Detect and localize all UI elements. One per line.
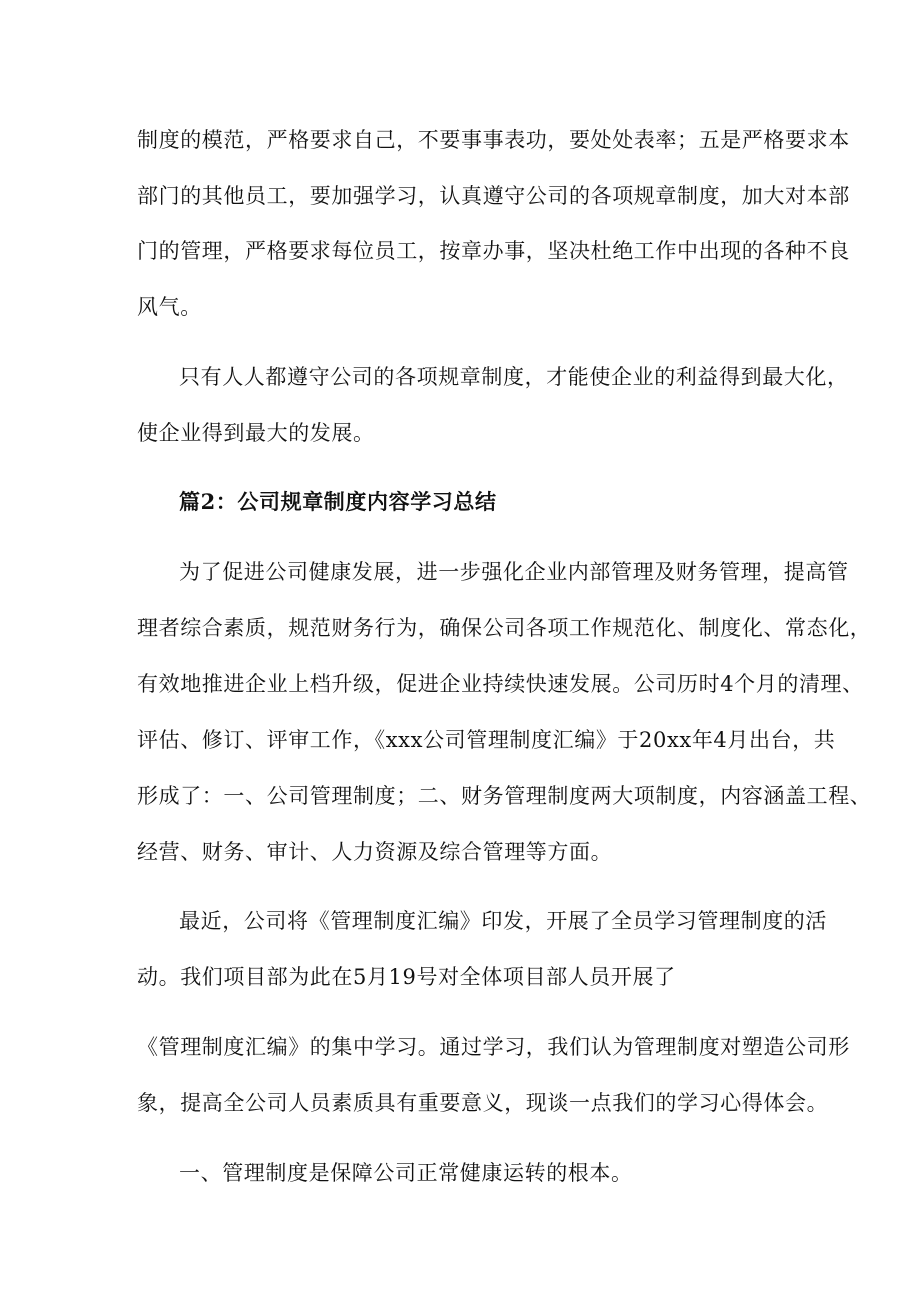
- text-line: 形成了：一、公司管理制度；二、财务管理制度两大项制度，内容涵盖工程、: [137, 784, 872, 808]
- text-line: 《管理制度汇编》的集中学习。通过学习，我们认为管理制度对塑造公司形: [137, 1035, 850, 1059]
- section-heading: 篇2：公司规章制度内容学习总结: [179, 489, 497, 514]
- text-line: 部门的其他员工，要加强学习，认真遵守公司的各项规章制度，加大对本部: [137, 184, 850, 208]
- text-line: 只有人人都遵守公司的各项规章制度，才能使企业的利益得到最大化，: [179, 365, 849, 389]
- text-line: 经营、财务、审计、人力资源及综合管理等方面。: [137, 840, 613, 864]
- text-line: 制度的模范，严格要求自己，不要事事表功，要处处表率；五是严格要求本: [137, 128, 850, 152]
- text-line: 最近，公司将《管理制度汇编》印发，开展了全员学习管理制度的活: [179, 909, 827, 933]
- text-line: 象，提高全公司人员素质具有重要意义，现谈一点我们的学习心得体会。: [137, 1091, 829, 1115]
- text-line: 使企业得到最大的发展。: [137, 421, 375, 445]
- text-line: 动。我们项目部为此在5月19号对全体项目部人员开展了: [137, 965, 676, 989]
- text-line: 评估、修订、评审工作，《xxx公司管理制度汇编》于20xx年4月出台，共: [137, 728, 836, 752]
- text-line: 理者综合素质，规范财务行为，确保公司各项工作规范化、制度化、常态化，: [137, 616, 872, 640]
- text-line: 为了促进公司健康发展，进一步强化企业内部管理及财务管理，提高管: [179, 560, 849, 584]
- text-line: 风气。: [137, 295, 202, 319]
- text-line: 有效地推进企业上档升级，促进企业持续快速发展。公司历时4个月的清理、: [137, 672, 864, 696]
- text-line: 门的管理，严格要求每位员工，按章办事，坚决杜绝工作中出现的各种不良: [137, 239, 850, 263]
- text-line: 一、管理制度是保障公司正常健康运转的根本。: [179, 1161, 633, 1185]
